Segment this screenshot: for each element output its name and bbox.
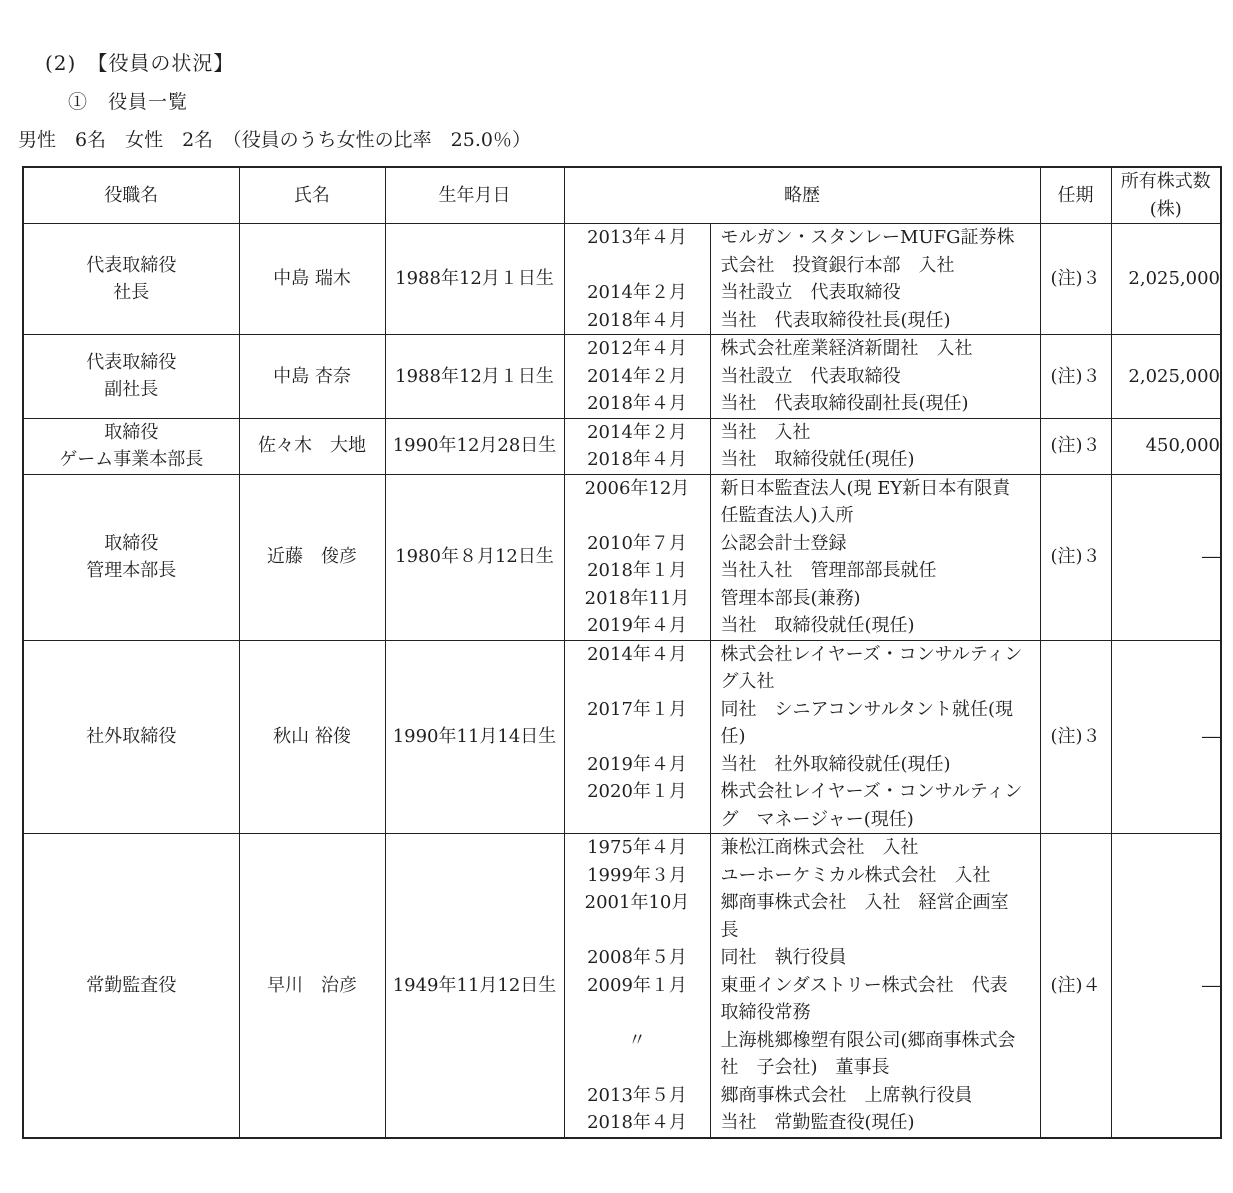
officer-position-cell <box>23 335 239 419</box>
career-entry <box>565 335 1040 363</box>
officer-birth-date-cell: 1990年12月28日生 <box>385 418 564 474</box>
header-row <box>23 167 1221 224</box>
career-entry-date: 2006年12月 <box>584 477 690 499</box>
officer-shares-cell: 2,025,000 <box>1111 224 1221 335</box>
career-entry-text: 当社 入社 <box>720 421 811 443</box>
officer-position-line: 管理本部長 <box>86 560 177 581</box>
officer-term-cell: (注)３ <box>1040 224 1111 335</box>
career-entry <box>565 778 1040 833</box>
officer-row <box>23 640 1221 834</box>
officer-name-cell: 中島 瑞木 <box>239 224 385 335</box>
officer-birth-date-cell: 1990年11月14日生 <box>385 640 564 834</box>
career-entry-date: 2018年４月 <box>587 1112 687 1133</box>
officer-name-cell: 秋山 裕俊 <box>239 640 385 834</box>
officer-term-cell: (注)３ <box>1040 474 1111 640</box>
career-entry <box>565 363 1040 391</box>
career-entry-text: モルガン・スタンレーMUFG証券株式会社 投資銀行本部 入社 <box>720 227 1015 276</box>
career-entry <box>565 530 1040 558</box>
officer-position-cell <box>23 640 239 834</box>
officer-birth-date-cell: 1949年11月12日生 <box>385 834 564 1138</box>
officer-position-line: 社外取締役 <box>86 726 177 747</box>
career-entry-text: 郷商事株式会社 入社 経営企画室長 <box>720 892 1009 941</box>
career-entry-text: 株式会社産業経済新聞社 入社 <box>720 338 973 359</box>
officers-table-body <box>23 224 1221 1138</box>
career-column-divider <box>710 475 711 640</box>
officer-position-line: 社長 <box>113 282 150 303</box>
officer-position-line: 取締役 <box>104 532 159 554</box>
officer-birth-date-cell: 1988年12月１日生 <box>385 224 564 335</box>
officer-name-cell: 早川 治彦 <box>239 834 385 1138</box>
career-entry <box>565 390 1040 418</box>
officer-row <box>23 224 1221 335</box>
career-entry-date: 2014年２月 <box>587 365 687 387</box>
officer-position-cell <box>23 418 239 474</box>
career-entry-text: 当社 代表取締役副社長(現任) <box>720 393 969 414</box>
header-shares-line2: (株) <box>1149 198 1182 220</box>
officer-career-cell <box>564 418 1040 474</box>
career-entry-text: 当社 代表取締役社長(現任) <box>720 309 951 331</box>
career-entry-text: 同社 執行役員 <box>720 947 847 968</box>
career-entry-date: 2018年１月 <box>587 560 687 581</box>
officer-position-line: 代表取締役 <box>86 351 177 373</box>
career-entry-text: 管理本部長(兼務) <box>720 587 861 609</box>
officer-career-cell <box>564 640 1040 834</box>
career-entry-date: 2013年５月 <box>587 1084 687 1106</box>
header-shares-line1: 所有株式数 <box>1120 171 1211 192</box>
career-entry-date: 2012年４月 <box>587 338 687 359</box>
section-heading: (2) 【役員の状況】 <box>45 51 235 75</box>
career-entry-text: 公認会計士登録 <box>720 532 847 554</box>
officers-table-head <box>23 167 1221 224</box>
header-term: 任期 <box>1040 167 1111 224</box>
officer-position-line: 代表取締役 <box>86 254 177 276</box>
officer-career-cell <box>564 474 1040 640</box>
career-column-divider <box>710 419 711 474</box>
officer-name-cell: 中島 杏奈 <box>239 335 385 419</box>
career-entry-date: 2018年４月 <box>587 393 687 414</box>
officer-position-cell <box>23 834 239 1138</box>
career-entry-date: 1999年３月 <box>587 864 687 886</box>
officer-name-cell: 近藤 俊彦 <box>239 474 385 640</box>
career-entry-date: 2018年４月 <box>587 309 687 331</box>
officer-shares-cell: ― <box>1111 640 1221 834</box>
career-entry-date: 2014年２月 <box>587 421 687 443</box>
officer-row <box>23 335 1221 419</box>
career-entry <box>565 641 1040 696</box>
officer-position-line: ゲーム事業本部長 <box>59 449 204 470</box>
officer-term-cell: (注)３ <box>1040 418 1111 474</box>
career-entry-text: 上海桃郷橡塑有限公司(郷商事株式会社 子会社) 董事長 <box>720 1029 1016 1078</box>
career-entry-text: 当社 取締役就任(現任) <box>720 615 915 636</box>
officer-career-cell <box>564 834 1040 1138</box>
officer-position-line: 取締役 <box>104 421 159 443</box>
officer-term-cell: (注)４ <box>1040 834 1111 1138</box>
career-entry-date: 2018年４月 <box>587 449 687 470</box>
career-entry-date: 2014年４月 <box>587 643 687 665</box>
career-entry-date: 2008年５月 <box>587 947 687 968</box>
career-entry <box>565 1109 1040 1137</box>
career-entry <box>565 475 1040 530</box>
officer-position-line: 常勤監査役 <box>86 974 177 996</box>
career-entry <box>565 585 1040 613</box>
career-entry-date: 1975年４月 <box>587 837 687 858</box>
career-entry-date: 2020年１月 <box>587 781 687 802</box>
career-entry-date: 2001年10月 <box>584 892 690 913</box>
career-entry-text: 当社 社外取締役就任(現任) <box>720 753 951 775</box>
officer-shares-cell: ― <box>1111 834 1221 1138</box>
header-name: 氏名 <box>239 167 385 224</box>
officer-shares-cell: 2,025,000 <box>1111 335 1221 419</box>
career-column-divider <box>710 224 711 334</box>
career-entry <box>565 1082 1040 1110</box>
career-entry-text: 当社 取締役就任(現任) <box>720 449 915 470</box>
header-shares <box>1111 167 1221 224</box>
officer-position-line: 副社長 <box>104 379 159 401</box>
gender-ratio-summary: 男性 6名 女性 2名 （役員のうち女性の比率 25.0％） <box>18 129 531 151</box>
officer-term-cell: (注)３ <box>1040 335 1111 419</box>
career-entry-date: 2017年１月 <box>587 698 687 720</box>
career-entry <box>565 889 1040 944</box>
officer-row <box>23 834 1221 1138</box>
career-entry <box>565 972 1040 1027</box>
career-entry <box>565 446 1040 474</box>
career-entry <box>565 862 1040 890</box>
career-entry <box>565 1027 1040 1082</box>
career-entry-text: 株式会社レイヤーズ・コンサルティング入社 <box>720 643 1023 692</box>
career-entry <box>565 944 1040 972</box>
document-page <box>0 50 1233 1193</box>
officer-position-cell <box>23 224 239 335</box>
career-entry <box>565 419 1040 447</box>
header-position: 役職名 <box>23 167 239 224</box>
career-entry-text: 当社設立 代表取締役 <box>720 365 901 387</box>
career-entry-date: 2010年７月 <box>587 532 687 554</box>
subsection-heading: ① 役員一覧 <box>68 91 189 113</box>
career-entry <box>565 224 1040 279</box>
officer-shares-cell: 450,000 <box>1111 418 1221 474</box>
career-entry-text: ユーホーケミカル株式会社 入社 <box>720 864 991 886</box>
career-entry-text: 同社 シニアコンサルタント就任(現任) <box>720 698 1014 747</box>
career-entry-text: 当社設立 代表取締役 <box>720 282 901 303</box>
officers-table <box>22 166 1222 1139</box>
career-column-divider <box>710 641 711 834</box>
career-entry-text: 当社 常勤監査役(現任) <box>720 1112 915 1133</box>
career-entry-date: 2019年４月 <box>587 615 687 636</box>
career-entry <box>565 279 1040 307</box>
header-birth-date: 生年月日 <box>385 167 564 224</box>
officer-shares-cell: ― <box>1111 474 1221 640</box>
career-entry-date: 2009年１月 <box>587 974 687 996</box>
career-entry <box>565 751 1040 779</box>
officer-birth-date-cell: 1980年８月12日生 <box>385 474 564 640</box>
officer-career-cell <box>564 224 1040 335</box>
officer-position-cell <box>23 474 239 640</box>
career-entry-text: 株式会社レイヤーズ・コンサルティング マネージャー(現任) <box>720 781 1023 830</box>
officer-term-cell: (注)３ <box>1040 640 1111 834</box>
career-entry-date: 2013年４月 <box>587 227 687 248</box>
officer-career-cell <box>564 335 1040 419</box>
career-entry-date: 〃 <box>628 1029 646 1051</box>
career-entry-text: 当社入社 管理部部長就任 <box>720 560 937 581</box>
career-entry-text: 東亜インダストリー株式会社 代表取締役常務 <box>720 974 1008 1023</box>
career-entry-text: 郷商事株式会社 上席執行役員 <box>720 1084 973 1106</box>
career-entry <box>565 834 1040 862</box>
career-column-divider <box>710 335 711 418</box>
career-column-divider <box>710 834 711 1137</box>
career-entry <box>565 612 1040 640</box>
career-entry <box>565 696 1040 751</box>
officer-name-cell: 佐々木 大地 <box>239 418 385 474</box>
career-entry <box>565 557 1040 585</box>
header-career: 略歴 <box>564 167 1040 224</box>
officer-row <box>23 418 1221 474</box>
career-entry-date: 2019年４月 <box>587 753 687 775</box>
career-entry <box>565 307 1040 335</box>
officer-birth-date-cell: 1988年12月１日生 <box>385 335 564 419</box>
career-entry-text: 兼松江商株式会社 入社 <box>720 837 919 858</box>
officer-row <box>23 474 1221 640</box>
career-entry-date: 2018年11月 <box>584 587 690 609</box>
career-entry-text: 新日本監査法人(現 EY新日本有限責任監査法人)入所 <box>720 477 1011 526</box>
career-entry-date: 2014年２月 <box>587 282 687 303</box>
